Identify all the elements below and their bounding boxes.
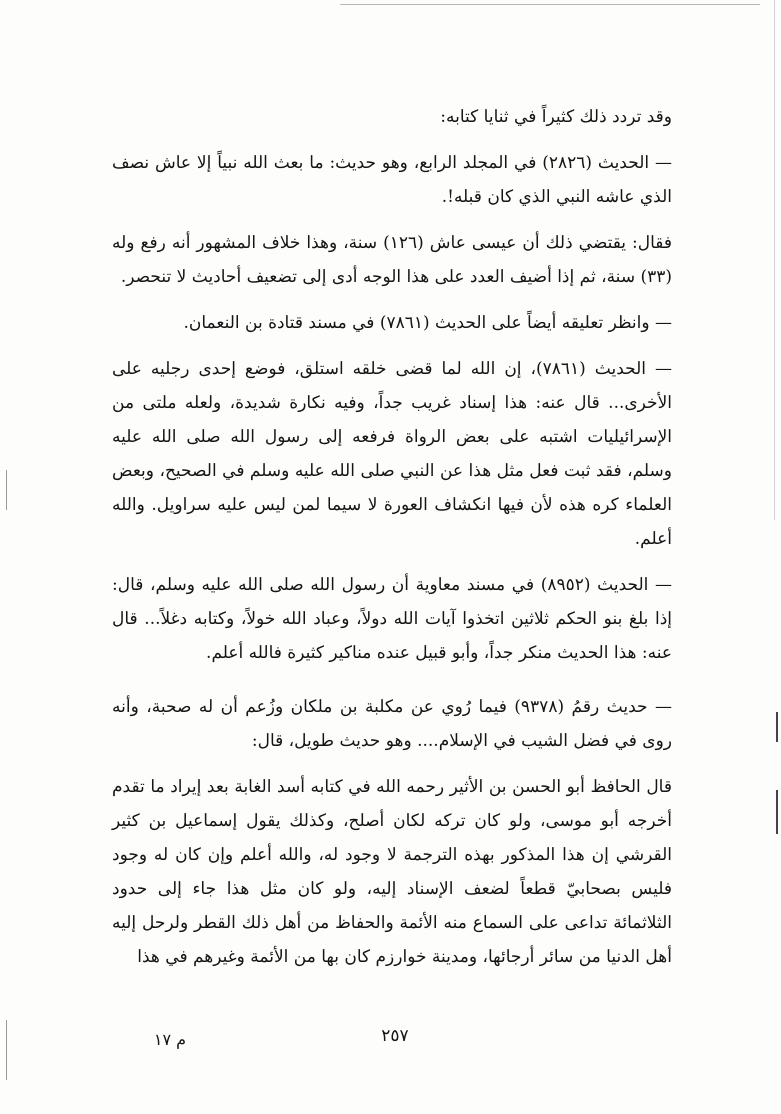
signature-mark: م ١٧ [153, 1030, 187, 1049]
scan-artifact-mark [776, 790, 778, 834]
paragraph-intro: وقد تردد ذلك كثيراً في ثنايا كتابه: [440, 107, 672, 127]
paragraph-hadith-7861: — الحديث (٧٨٦١)، إن الله لما قضى خلقه استلق، فوضع إحدى رجليه على الأخرى... قال عنه: هذا إسناد غريب جداً، وفيه نكارة شديدة، ولعله ملتى من الإسرائيليات اشتبه على بعض الرواة فرفعه إلى رسول الله صلى الله عليه وسلم، فقد ثبت فعل مثل هذا عن النبي صلى الله عليه وسلم في الصحيح، وبعض العلماء كره هذه لأن فيها انكشاف العورة لا سيما لمن ليس عليه سراويل. والله أعلم. [112, 359, 672, 549]
paragraph-hadith-8952: — الحديث (٨٩٥٢) في مسند معاوية أن رسول الله صلى الله عليه وسلم، قال: إذا بلغ بنو الحكم ثلاثين اتخذوا آيات الله دولاً، وعباد الله خولاً، وكتابه دغلاً... قال عنه: هذا الحديث منكر جداً، وأبو قبيل عنده مناكير كثيرة فالله أعلم. [112, 575, 672, 663]
body-text [112, 100, 672, 974]
paragraph-ibn-al-athir-quote: قال الحافظ أبو الحسن بن الأثير رحمه الله في كتابه أسد الغابة بعد إيراد ما تقدم أخرجه أبو موسى، ولو كان تركه لكان أصلح، وكذلك يقول إسماعيل بن كثير القرشي إن هذا المذكور بهذه الترجمة لا وجود له، والله أعلم وإن كان له وجود فليس بصحابيّ قطعاً لضعف الإسناد إليه، ولو كان مثل هذا جاء إلى حدود الثلاثمائة تداعى على السماع منه الأئمة والحفاظ من أهل ذلك القطر ولرحل إليه أهل الدنيا من سائر أرجائها، ومدينة خوارزم كان بها من الأئمة وغيرهم في هذا [112, 777, 672, 967]
top-scan-edge [340, 4, 760, 5]
right-scan-edge [774, 0, 775, 520]
paragraph-hadith-9378: — حديث رقمُ (٩٣٧٨) فيما رُوي عن مكلبة بن ملكان وزُعم أن له صحبة، وأنه روى في فضل الشيب في الإسلام.... وهو حديث طويل، قال: [112, 697, 672, 751]
scan-artifact-mark [776, 712, 778, 742]
paragraph-commentary-2826: فقال: يقتضي ذلك أن عيسى عاش (١٢٦) سنة، وهذا خلاف المشهور أنه رفع وله (٣٣) سنة، ثم إذا أضيف العدد على هذا الوجه أدى إلى تضعيف أحاديث لا تنحصر. [112, 233, 672, 287]
scan-artifact-mark [6, 1020, 7, 1080]
scan-artifact-mark [6, 470, 7, 510]
paragraph-hadith-2826: — الحديث (٢٨٢٦) في المجلد الرابع، وهو حديث: ما بعث الله نبياً إلا عاش نصف الذي عاشه النبي الذي كان قبله!. [112, 153, 672, 207]
page-number: ٢٥٧ [381, 1026, 409, 1046]
paragraph-see-also-7861: — وانظر تعليقه أيضاً على الحديث (٧٨٦١) في مسند قتادة بن النعمان. [183, 313, 672, 333]
